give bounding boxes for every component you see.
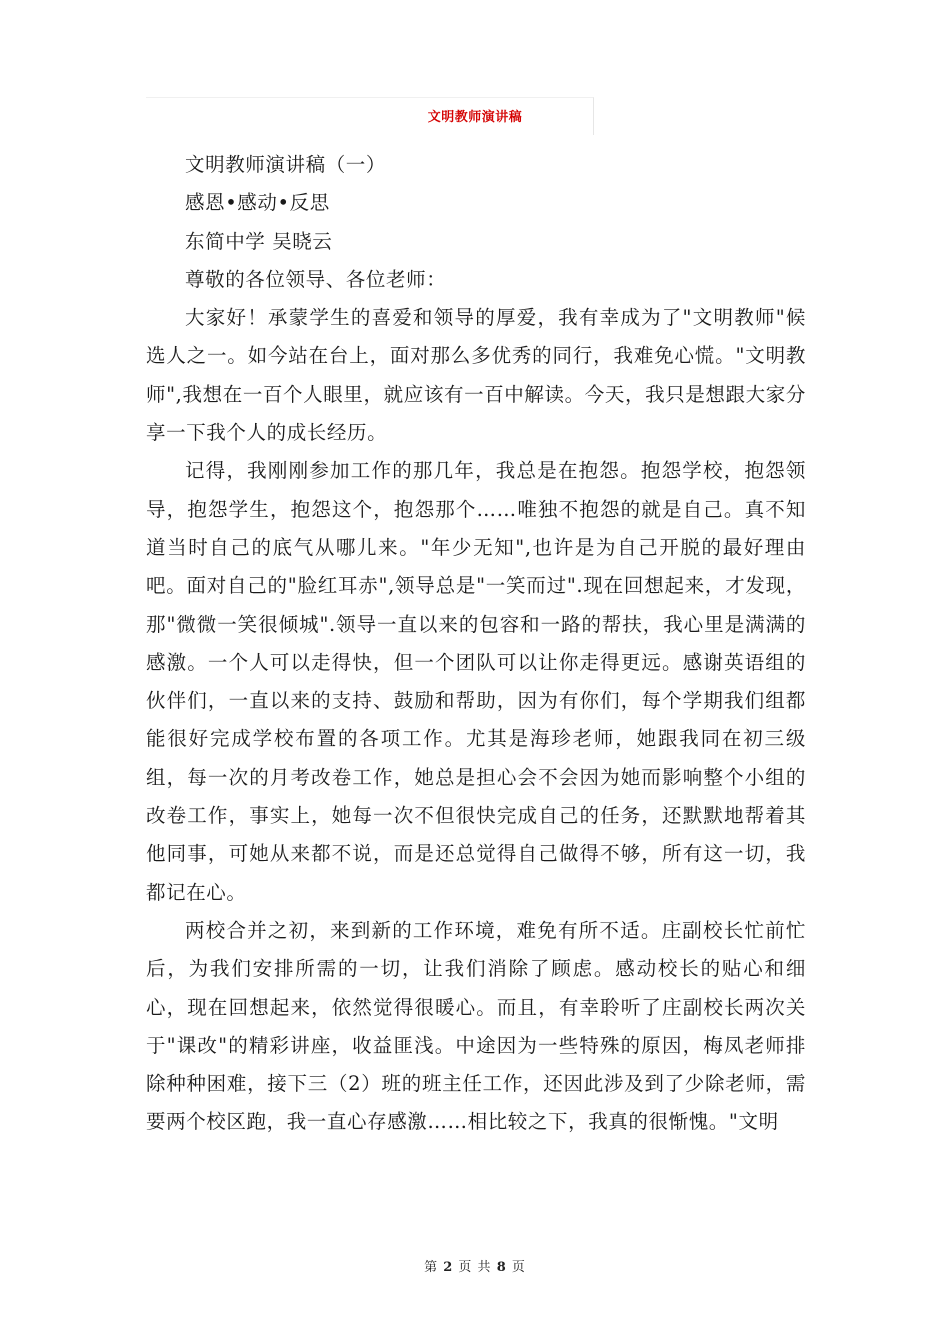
footer-page-number: 2 <box>443 1260 454 1275</box>
header-title: 文明教师演讲稿 <box>427 110 523 125</box>
paragraph: 两校合并之初，来到新的工作环境，难免有所不适。庄副校长忙前忙后，为我们安排所需的一切，让我们消除了顾虑。感动校长的贴心和细心，现在回想起来，依然觉得很暖心。而且，有幸聆听了庄副校长两次关于"课改"的精彩讲座，收益匪浅。中途因为一些特殊的原因，梅凤老师排除种种困难，接下三（2）班的班主任工作，还因此涉及到了少除老师，需要两个校区跑，我一直心存感激……相比较之下，我真的很惭愧。"文明 <box>146 918 806 1134</box>
footer-prefix: 第 <box>424 1260 439 1275</box>
doc-heading: 文明教师演讲稿（一） <box>185 153 387 176</box>
footer-total-pages: 8 <box>496 1260 507 1275</box>
paragraph: 记得，我刚刚参加工作的那几年，我总是在抱怨。抱怨学校，抱怨领导，抱怨学生，抱怨这个，抱怨那个……唯独不抱怨的就是自己。真不知道当时自己的底气从哪儿来。"年少无知",也许是为自己开脱的最好理由吧。面对自己的"脸红耳赤",领导总是"一笑而过".现在回想起来，才发现，那"微微一笑很倾城".领导一直以来的包容和一路的帮扶，我心里是满满的感激。一个人可以走得快，但一个团队可以让你走得更远。感谢英语组的伙伴们，一直以来的支持、鼓励和帮助，因为有你们，每个学期我们组都能很好完成学校布置的各项工作。尤其是海珍老师，她跟我同在初三级组，每一次的月考改卷工作，她总是担心会不会因为她而影响整个小组的改卷工作，事实上，她每一次不但很快完成自己的任务，还默默地帮着其他同事，可她从来都不说，而是还总觉得自己做得不够，所有这一切，我都记在心。 <box>146 459 806 904</box>
doc-subheading: 感恩•感动•反思 <box>185 191 330 215</box>
page-footer <box>0 1256 950 1275</box>
document-body <box>146 146 806 1142</box>
paragraph: 大家好！承蒙学生的喜爱和领导的厚爱，我有幸成为了"文明教师"候选人之一。如今站在台上，面对那么多优秀的同行，我难免心慌。"文明教师",我想在一百个人眼里，就应该有一百中解读。今天，我只是想跟大家分享一下我个人的成长经历。 <box>146 306 806 445</box>
doc-author: 东简中学 吴晓云 <box>185 229 333 253</box>
footer-mid: 页 共 <box>458 1260 492 1275</box>
footer-suffix: 页 <box>511 1260 526 1275</box>
doc-salutation: 尊敬的各位领导、各位老师： <box>185 267 447 291</box>
